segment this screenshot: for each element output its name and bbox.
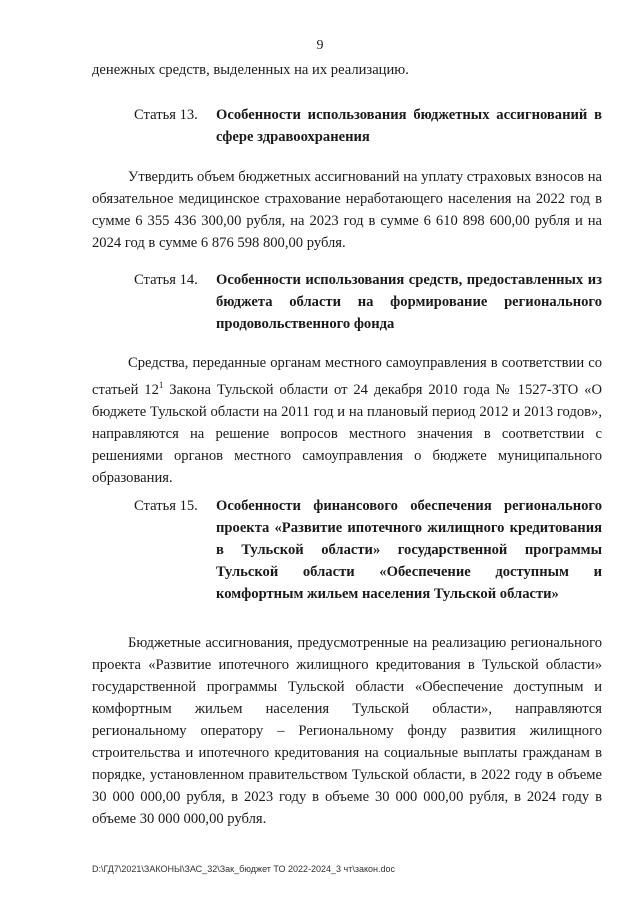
- article-14-body-text-rest: Закона Тульской области от 24 декабря 2010 года № 1527-ЗТО «О бюджете Тульской области на 2011 год и на плановый период 2012 и 2013 годов», направляются на решение вопросов местного значения в соответствии с решениями органов местного самоуправления о бюджете муниципального образования.: [92, 381, 602, 486]
- article-13-title: Особенности использования бюджетных ассигнований в сфере здравоохранения: [216, 107, 602, 145]
- file-path-footer: D:\ГД7\2021\ЗАКОНЫ\ЗАС_32\Зак_бюджет ТО 2022-2024_3 чт\закон.doc: [92, 864, 396, 874]
- article-13-body: Утвердить объем бюджетных ассигнований на уплату страховых взносов на обязательное медицинское страхование неработающего населения на 2022 год в сумме 6 355 436 300,00 рубля, на 2023 год в сумме 6 610 898 600,00 рубля и на 2024 год в сумме 6 876 598 800,00 рубля.: [92, 169, 602, 251]
- page-number: 9: [316, 38, 324, 53]
- article-15-body: Бюджетные ассигнования, предусмотренные на реализацию регионального проекта «Развитие ипотечного жилищного кредитования в Тульской области» государственной программы Тульской области «Обеспечение доступным и комфортным жильем населения Тульской области», направляются региональному оператору – Региональному фонду развития жилищного строительства и ипотечного кредитования на социальные выплаты гражданам в порядке, установленном правительством Тульской области, в 2022 году в объеме 30 000 000,00 рубля, в 2023 году в объеме 30 000 000,00 рубля, в 2024 году в объеме 30 000 000,00 рубля.: [92, 635, 602, 827]
- article-15-label: Статья 15.: [134, 498, 198, 514]
- carry-over-line: денежных средств, выделенных на их реализацию.: [92, 62, 409, 78]
- article-13-label: Статья 13.: [134, 107, 198, 123]
- article-15-title: Особенности финансового обеспечения регионального проекта «Развитие ипотечного жилищного кредитования в Тульской области» государственной программы Тульской области «Обеспечение доступным и комфортным жильем населения Тульской области»: [216, 498, 602, 602]
- article-14-body: [92, 352, 602, 489]
- article-14-title: Особенности использования средств, предоставленных из бюджета области на формирование регионального продовольственного фонда: [216, 272, 602, 332]
- article-14-label: Статья 14.: [134, 272, 198, 288]
- article-14-body-text: Средства, переданные органам местного самоуправления в соответствии со статьей 12: [92, 355, 602, 398]
- article-14-body-superscript: 1: [158, 380, 164, 390]
